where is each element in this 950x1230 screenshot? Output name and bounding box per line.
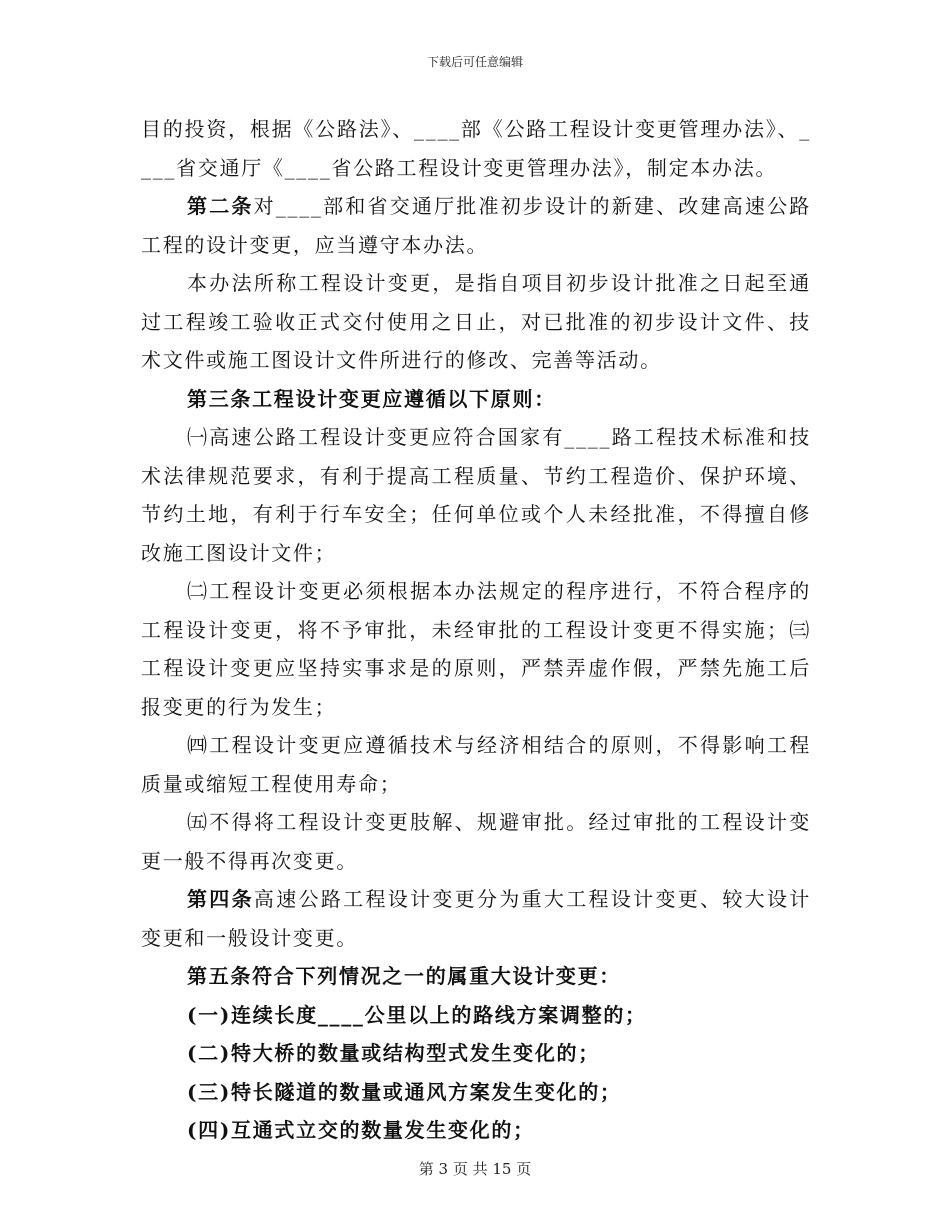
paragraph-article-2 xyxy=(141,187,811,264)
document-body xyxy=(141,110,811,1150)
list-item-1: (一)连续长度____公里以上的路线方案调整的； xyxy=(187,1002,647,1027)
page-number: 第 3 页 共 15 页 xyxy=(418,1160,532,1178)
paragraph-intro: 目的投资，根据《公路法》、____部《公路工程设计变更管理办法》、____省交通厅《____省公路工程设计变更管理办法》，制定本办法。 xyxy=(141,117,811,180)
paragraph-article-4 xyxy=(141,880,811,957)
article-2-heading: 第二条 xyxy=(187,194,254,218)
list-item-3: (三)特长隧道的数量或通风方案发生变化的； xyxy=(187,1079,622,1104)
page-header: 下载后可任意编辑 xyxy=(426,55,523,69)
paragraph-principle-4: ㈣工程设计变更应遵循技术与经济相结合的原则，不得影响工程质量或缩短工程使用寿命； xyxy=(141,733,811,796)
paragraph-principle-2-3: ㈡工程设计变更必须根据本办法规定的程序进行，不符合程序的工程设计变更，将不予审批，未经审批的工程设计变更不得实施；㈢工程设计变更应坚持实事求是的原则，严禁弄虚作假，严禁先施工后报变更的行为发生； xyxy=(141,579,811,719)
article-4-text: 高速公路工程设计变更分为重大工程设计变更、较大设计变更和一般设计变更。 xyxy=(141,887,811,950)
paragraph-article-3-heading: 第三条工程设计变更应遵循以下原则： xyxy=(187,386,556,411)
paragraph-definition: 本办法所称工程设计变更，是指自项目初步设计批准之日起至通过工程竣工验收正式交付使用之日止，对已批准的初步设计文件、技术文件或施工图设计文件所进行的修改、完善等活动。 xyxy=(141,271,811,372)
paragraph-principle-1: ㈠高速公路工程设计变更应符合国家有____路工程技术标准和技术法律规范要求，有利于提高工程质量、节约工程造价、保护环境、节约土地，有利于行车安全；任何单位或个人未经批准，不得擅自修改施工图设计文件； xyxy=(141,425,811,565)
paragraph-article-5-heading: 第五条符合下列情况之一的属重大设计变更： xyxy=(187,964,621,988)
list-item-2: (二)特大桥的数量或结构型式发生变化的； xyxy=(187,1041,600,1065)
article-4-heading: 第四条 xyxy=(187,887,254,911)
article-2-text: 对____部和省交通厅批准初步设计的新建、改建高速公路工程的设计变更，应当遵守本办法。 xyxy=(141,194,811,257)
paragraph-principle-5: ㈤不得将工程设计变更肢解、规避审批。经过审批的工程设计变更一般不得再次变更。 xyxy=(141,810,811,873)
list-item-4: (四)互通式立交的数量发生变化的； xyxy=(187,1118,535,1142)
